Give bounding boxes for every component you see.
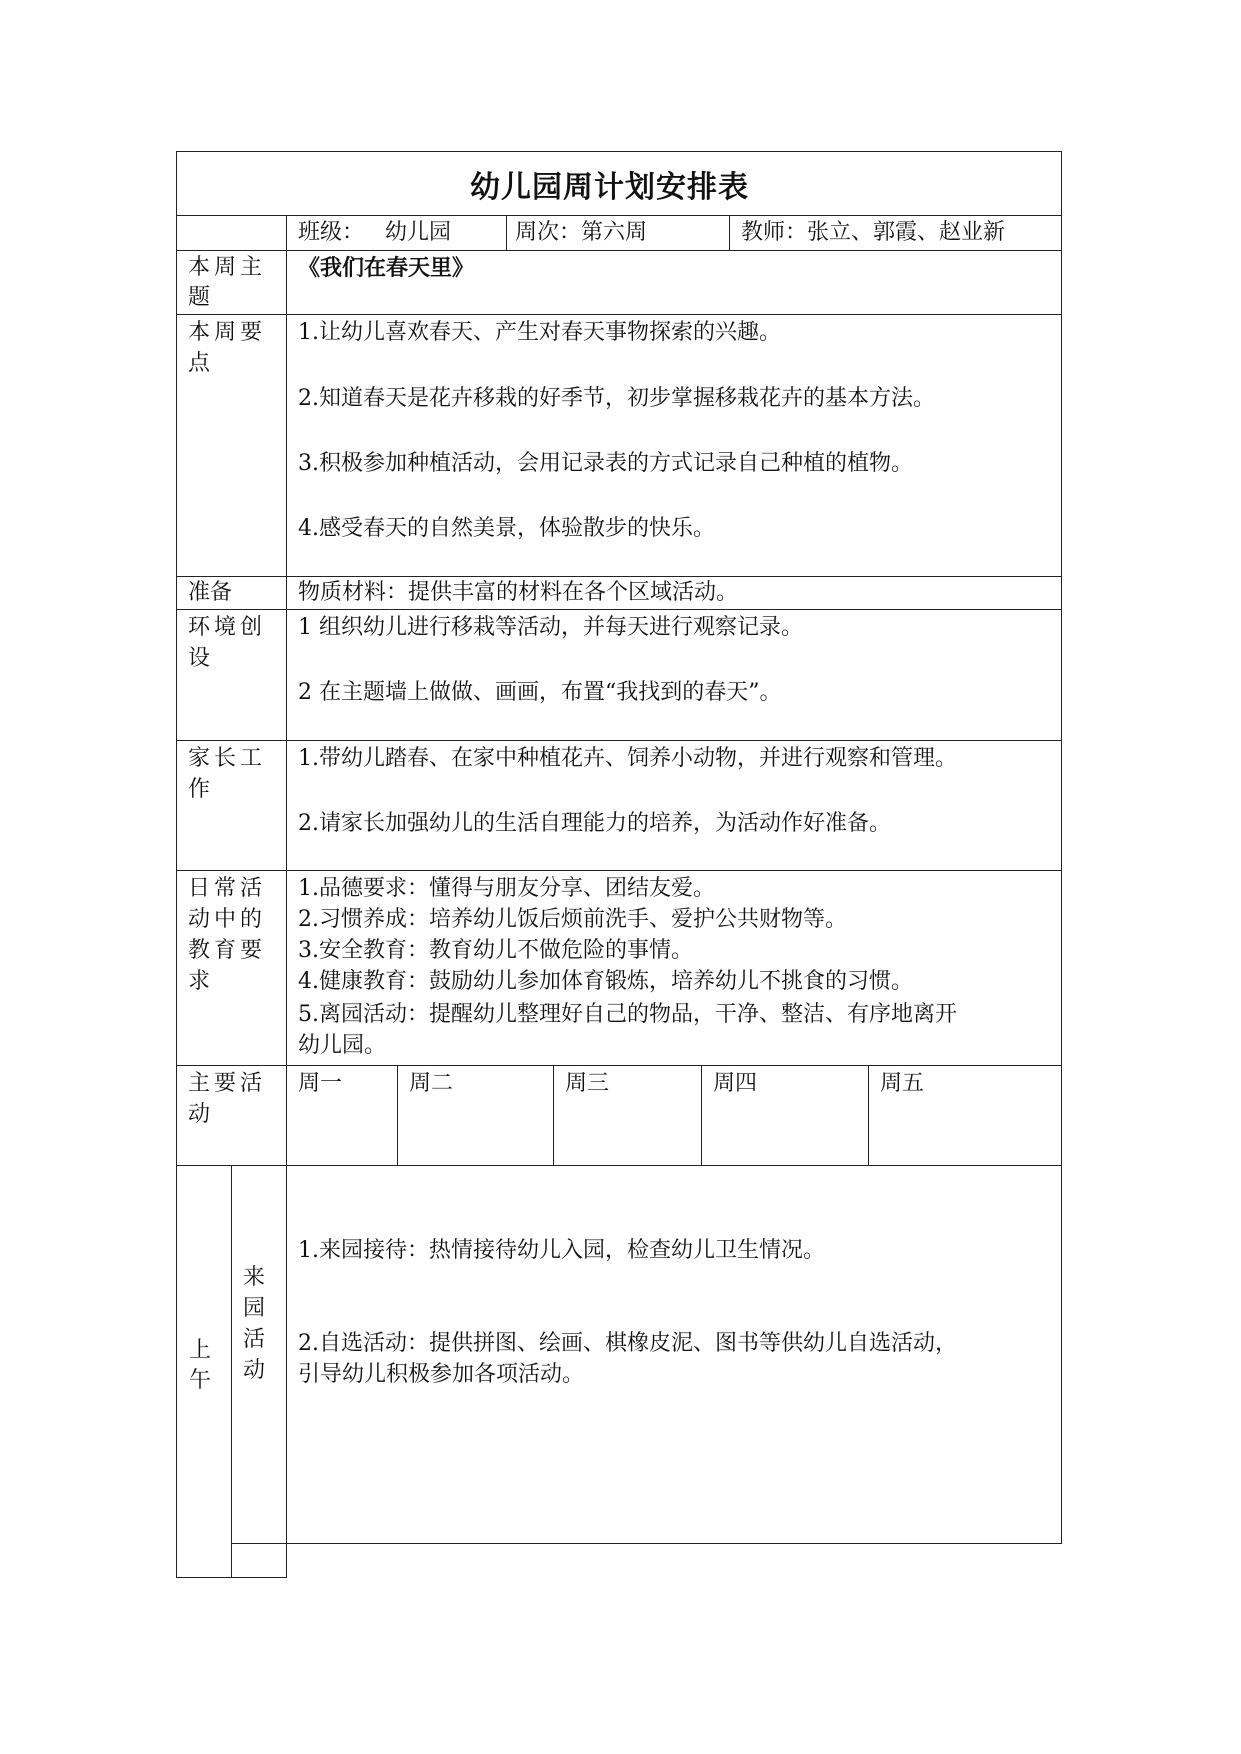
daily-label-line4: 求 (188, 969, 215, 994)
morning-item: 引导幼儿积极参加各项活动。 (298, 1362, 585, 1387)
day-wednesday: 周三 (565, 1071, 610, 1096)
day-monday: 周一 (298, 1071, 343, 1096)
day-tuesday: 周二 (409, 1071, 454, 1096)
morning-sub-label-char: 园 (243, 1296, 266, 1321)
daily-item: 5.离园活动：提醒幼儿整理好自己的物品，干净、整洁、有序地离开 (298, 1002, 957, 1027)
theme-value: 《我们在春天里》 (298, 255, 475, 281)
border-label-col (286, 215, 287, 1578)
parents-label-line1: 家长工 (188, 746, 267, 771)
border-h5 (176, 609, 1062, 610)
environment-label-line1: 环境创 (188, 615, 267, 640)
daily-item: 1.品德要求：懂得与朋友分享、团结友爱。 (298, 876, 715, 901)
key-point-item: 2.知道春天是花卉移栽的好季节，初步掌握移栽花卉的基本方法。 (298, 386, 935, 411)
border-h7 (176, 870, 1062, 871)
border-h10 (231, 1543, 1062, 1544)
daily-item: 3.安全教育：教育幼儿不做危险的事情。 (298, 938, 693, 963)
environment-item: 1 组织幼儿进行移栽等活动，并每天进行观察记录。 (298, 615, 803, 640)
morning-item: 1.来园接待：热情接待幼儿入园，检查幼儿卫生情况。 (298, 1238, 825, 1263)
preparation-label: 准备 (188, 580, 233, 605)
morning-sub-label-char: 活 (243, 1327, 266, 1352)
key-points-label-line1: 本周要 (188, 320, 267, 345)
class-value: 幼儿园 (385, 220, 452, 245)
key-point-item: 4.感受春天的自然美景，体验散步的快乐。 (298, 516, 715, 541)
border-h8 (176, 1065, 1062, 1066)
border-info-1 (506, 215, 507, 251)
border-h3 (176, 314, 1062, 315)
morning-sub-label-char: 来 (243, 1265, 266, 1290)
border-h1 (176, 215, 1062, 216)
parents-label-line2: 作 (188, 777, 215, 802)
day-friday: 周五 (880, 1071, 925, 1096)
key-point-item: 3.积极参加种植活动，会用记录表的方式记录自己种植的植物。 (298, 451, 913, 476)
daily-item: 幼儿园。 (298, 1033, 387, 1058)
main-activity-label-line2: 动 (188, 1102, 215, 1127)
main-activity-label-line1: 主要活 (188, 1071, 267, 1096)
key-points-label-line2: 点 (188, 351, 215, 376)
week-info: 周次：第六周 (515, 220, 648, 245)
border-info-2 (729, 215, 730, 251)
preparation-value: 物质材料：提供丰富的材料在各个区域活动。 (298, 580, 739, 605)
theme-label-line1: 本周主 (188, 255, 267, 280)
morning-period-label: 上午 (189, 1338, 212, 1393)
morning-item: 2.自选活动：提供拼图、绘画、棋橡皮泥、图书等供幼儿自选活动， (298, 1331, 957, 1356)
border-day-4 (868, 1065, 869, 1166)
border-day-2 (553, 1065, 554, 1166)
border-day-3 (701, 1065, 702, 1166)
daily-label-line3: 教育要 (188, 938, 267, 963)
daily-item: 4.健康教育：鼓励幼儿参加体育锻炼，培养幼儿不挑食的习惯。 (298, 969, 913, 994)
border-h6 (176, 740, 1062, 741)
environment-label-line2: 设 (188, 646, 215, 671)
border-top (176, 151, 1062, 152)
daily-label-line1: 日常活 (188, 876, 267, 901)
environment-item: 2 在主题墙上做做、画画，布置“我找到的春天”。 (298, 680, 782, 705)
daily-item: 2.习惯养成：培养幼儿饭后烦前洗手、爱护公共财物等。 (298, 907, 847, 932)
daily-label-line2: 动中的 (188, 907, 267, 932)
day-thursday: 周四 (713, 1071, 758, 1096)
border-right (1061, 151, 1062, 1544)
border-h4 (176, 576, 1062, 577)
border-morning-sub (231, 1165, 232, 1578)
border-h9 (176, 1165, 1062, 1166)
key-point-item: 1.让幼儿喜欢春天、产生对春天事物探索的兴趣。 (298, 320, 781, 345)
page-title: 幼儿园周计划安排表 (470, 170, 749, 205)
border-left (176, 151, 177, 1578)
parents-item: 2.请家长加强幼儿的生活自理能力的培养，为活动作好准备。 (298, 811, 891, 836)
teacher-info: 教师：张立、郭霞、赵业新 (741, 220, 1006, 245)
theme-label-line2: 题 (188, 285, 215, 310)
morning-sub-label-char: 动 (243, 1358, 266, 1383)
class-label: 班级： (298, 220, 365, 245)
parents-item: 1.带幼儿踏春、在家中种植花卉、饲养小动物，并进行观察和管理。 (298, 746, 957, 771)
border-day-1 (397, 1065, 398, 1166)
border-h2 (176, 250, 1062, 251)
